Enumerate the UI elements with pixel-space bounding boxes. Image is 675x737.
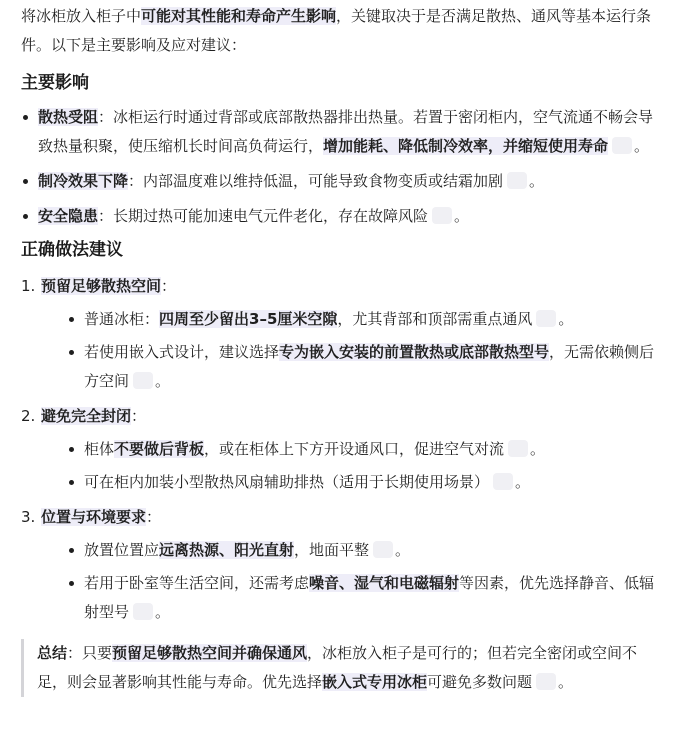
sub-text: ，或在柜体上下方开设通风口，促进空气对流 — [204, 440, 505, 458]
heading-advice: 正确做法建议 — [21, 240, 123, 260]
impact-term: 安全隐患 — [38, 207, 99, 225]
summary-text: 可避免多数问题 — [427, 673, 533, 691]
summary-text: ，冰柜放入柜子是可行的；但若完全密闭或空间不足，则会显著影响其性能与寿命。优先选择 — [37, 644, 638, 691]
impact-text: ：长期过热可能加速电气元件老化，存在故障风险 — [98, 207, 429, 225]
sub-highlight: 远离热源、阳光直射 — [159, 541, 295, 559]
advice-colon: ： — [131, 407, 147, 425]
citation-icon[interactable] — [133, 372, 153, 389]
sub-text: 柜体 — [84, 440, 115, 458]
sub-text: 普通冰柜： — [84, 310, 160, 328]
sub-text: ，地面平整 — [294, 541, 370, 559]
intro-highlight: 可能对其性能和寿命产生影响 — [141, 7, 337, 25]
citation-icon[interactable] — [612, 137, 632, 154]
advice-subitem — [61, 435, 657, 464]
summary-highlight: 预留足够散热空间并确保通风 — [112, 644, 308, 662]
sub-text: ，无需依赖侧后方空间 — [84, 343, 655, 390]
citation-icon[interactable] — [536, 310, 556, 327]
intro-paragraph — [21, 0, 657, 60]
advice-colon: ： — [161, 277, 177, 295]
citation-icon[interactable] — [373, 541, 393, 558]
citation-icon[interactable] — [432, 207, 452, 224]
sub-highlight: 噪音、湿气和电磁辐射 — [309, 574, 460, 592]
citation-icon[interactable] — [507, 172, 527, 189]
advice-colon: ： — [146, 508, 162, 526]
citation-icon[interactable] — [536, 673, 556, 690]
advice-item-location — [21, 503, 657, 627]
sub-text: ，尤其背部和顶部需重点通风 — [337, 310, 533, 328]
advice-list — [21, 272, 657, 627]
impact-item-safety — [21, 202, 657, 231]
summary-text: ：只要 — [67, 644, 113, 662]
heading-main-impacts: 主要影响 — [21, 73, 89, 93]
advice-item-space — [21, 272, 657, 396]
summary-highlight: 嵌入式专用冰柜 — [322, 673, 428, 691]
advice-subitem — [61, 305, 657, 334]
sub-text: 若用于卧室等生活空间，还需考虑 — [84, 574, 310, 592]
advice-number: 3. — [21, 508, 36, 526]
impact-text: ：内部温度难以维持低温，可能导致食物变质或结霜加剧 — [128, 172, 504, 190]
sub-text: 。 — [155, 372, 171, 390]
advice-subitem — [61, 536, 657, 565]
citation-icon[interactable] — [493, 473, 513, 490]
advice-number: 1. — [21, 277, 36, 295]
advice-title: 位置与环境要求 — [41, 508, 147, 526]
impact-text: 。 — [529, 172, 545, 190]
advice-title: 避免完全封闭 — [41, 407, 132, 425]
advice-number: 2. — [21, 407, 36, 425]
citation-icon[interactable] — [508, 440, 528, 457]
sub-text: 。 — [395, 541, 411, 559]
impact-term: 散热受阻 — [38, 108, 99, 126]
advice-subitem — [61, 338, 657, 396]
sub-text: 可在柜内加装小型散热风扇辅助排热（适用于长期使用场景） — [84, 473, 490, 491]
sub-text: 。 — [515, 473, 531, 491]
sub-highlight: 四周至少留出3–5厘米空隙 — [159, 310, 338, 328]
sub-text: 。 — [558, 310, 574, 328]
impact-text: ：冰柜运行时通过背部或底部散热器排出热量。若置于密闭柜内，空气流通不畅会导致热量积聚，使压缩机长时间高负荷运行， — [38, 108, 654, 155]
sub-highlight: 专为嵌入安装的前置散热或底部散热型号 — [279, 343, 550, 361]
sub-highlight: 不要做后背板 — [114, 440, 205, 458]
sub-text: 。 — [155, 603, 171, 621]
impact-list — [21, 103, 657, 231]
impact-item-cooling — [21, 167, 657, 196]
impact-item-heat — [21, 103, 657, 161]
sub-text: 等因素，优先选择静音、低辐射型号 — [84, 574, 655, 621]
intro-text: ，关键取决于是否满足散热、通风等基本运行条件。以下是主要影响及应对建议： — [21, 7, 652, 54]
sub-text: 。 — [530, 440, 546, 458]
summary-blockquote — [21, 639, 657, 697]
impact-highlight: 增加能耗、降低制冷效率，并缩短使用寿命 — [323, 137, 609, 155]
sub-text: 放置位置应 — [84, 541, 160, 559]
summary-text: 。 — [558, 673, 574, 691]
citation-icon[interactable] — [133, 603, 153, 620]
impact-text: 。 — [454, 207, 470, 225]
sub-text: 若使用嵌入式设计，建议选择 — [84, 343, 280, 361]
advice-subitem — [61, 569, 657, 627]
summary-label: 总结 — [37, 644, 68, 662]
advice-subitem — [61, 468, 657, 497]
advice-item-seal — [21, 402, 657, 497]
intro-text: 将冰柜放入柜子中 — [21, 7, 142, 25]
advice-title: 预留足够散热空间 — [41, 277, 162, 295]
impact-term: 制冷效果下降 — [38, 172, 129, 190]
impact-text: 。 — [634, 137, 650, 155]
